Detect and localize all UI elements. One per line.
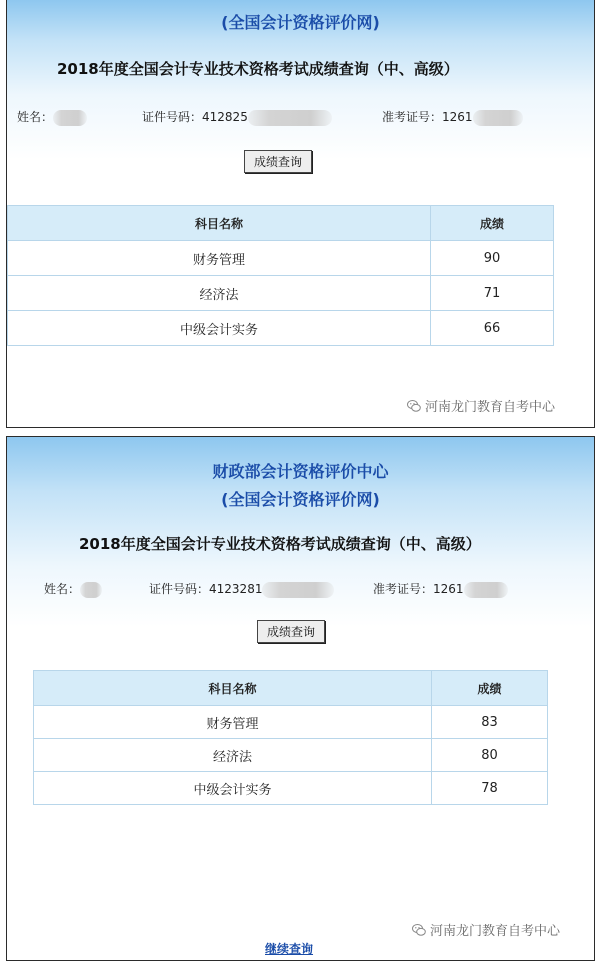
watermark-text: 河南龙门教育自考中心: [425, 400, 556, 415]
redacted-name: [80, 582, 102, 598]
watermark: [407, 396, 555, 415]
score-query-button[interactable]: 成绩查询: [244, 150, 312, 173]
id-number-field: [149, 580, 334, 598]
column-header-score: 成绩: [432, 671, 548, 706]
subject-cell: 中级会计实务: [34, 772, 432, 805]
score-cell: 78: [432, 772, 548, 805]
ticket-number-field: [382, 108, 523, 126]
wechat-icon: [407, 399, 421, 413]
ticket-value: 1261: [442, 110, 473, 124]
subject-cell: 经济法: [8, 276, 431, 311]
org-subtitle: (全国会计资格评价网): [221, 13, 380, 32]
score-panel-2: [6, 436, 595, 961]
score-query-button[interactable]: 成绩查询: [257, 620, 325, 643]
ticket-label: 准考证号：: [373, 582, 434, 596]
table-row: [34, 739, 548, 772]
continue-query-link[interactable]: 继续查询: [265, 942, 314, 956]
page-title: 2018年度全国会计专业技术资格考试成绩查询（中、高级）: [57, 60, 459, 78]
column-header-score: 成绩: [431, 206, 554, 241]
ticket-label: 准考证号：: [382, 110, 443, 124]
wechat-icon: [412, 923, 426, 937]
score-cell: 71: [431, 276, 554, 311]
score-panel-1: [6, 0, 595, 428]
id-label: 证件号码：: [142, 110, 203, 124]
id-label: 证件号码：: [149, 582, 210, 596]
org-title: 财政部会计资格评价中心: [212, 462, 389, 481]
id-value: 4123281: [209, 582, 263, 596]
name-field: [44, 580, 102, 598]
name-field: [17, 108, 87, 126]
ticket-number-field: [373, 580, 508, 598]
name-label: 姓名：: [17, 110, 54, 124]
id-value: 412825: [202, 110, 248, 124]
column-header-subject: 科目名称: [8, 206, 431, 241]
table-row: [8, 276, 554, 311]
redacted-id: [248, 110, 332, 126]
subject-cell: 财务管理: [8, 241, 431, 276]
redacted-ticket: [464, 582, 508, 598]
table-header-row: [34, 671, 548, 706]
page-title: 2018年度全国会计专业技术资格考试成绩查询（中、高级）: [79, 535, 481, 553]
subject-cell: 财务管理: [34, 706, 432, 739]
subject-cell: 经济法: [34, 739, 432, 772]
watermark: [412, 920, 560, 939]
score-cell: 66: [431, 311, 554, 346]
subject-cell: 中级会计实务: [8, 311, 431, 346]
column-header-subject: 科目名称: [34, 671, 432, 706]
id-number-field: [142, 108, 332, 126]
score-cell: 80: [432, 739, 548, 772]
name-label: 姓名：: [44, 582, 81, 596]
score-cell: 83: [432, 706, 548, 739]
table-row: [34, 706, 548, 739]
table-header-row: [8, 206, 554, 241]
redacted-id: [262, 582, 334, 598]
redacted-ticket: [473, 110, 523, 126]
ticket-value: 1261: [433, 582, 464, 596]
org-subtitle: (全国会计资格评价网): [221, 490, 380, 509]
score-cell: 90: [431, 241, 554, 276]
table-row: [8, 311, 554, 346]
table-row: [8, 241, 554, 276]
score-table: [7, 205, 554, 346]
table-row: [34, 772, 548, 805]
watermark-text: 河南龙门教育自考中心: [430, 924, 561, 939]
score-table: [33, 670, 548, 805]
redacted-name: [53, 110, 87, 126]
